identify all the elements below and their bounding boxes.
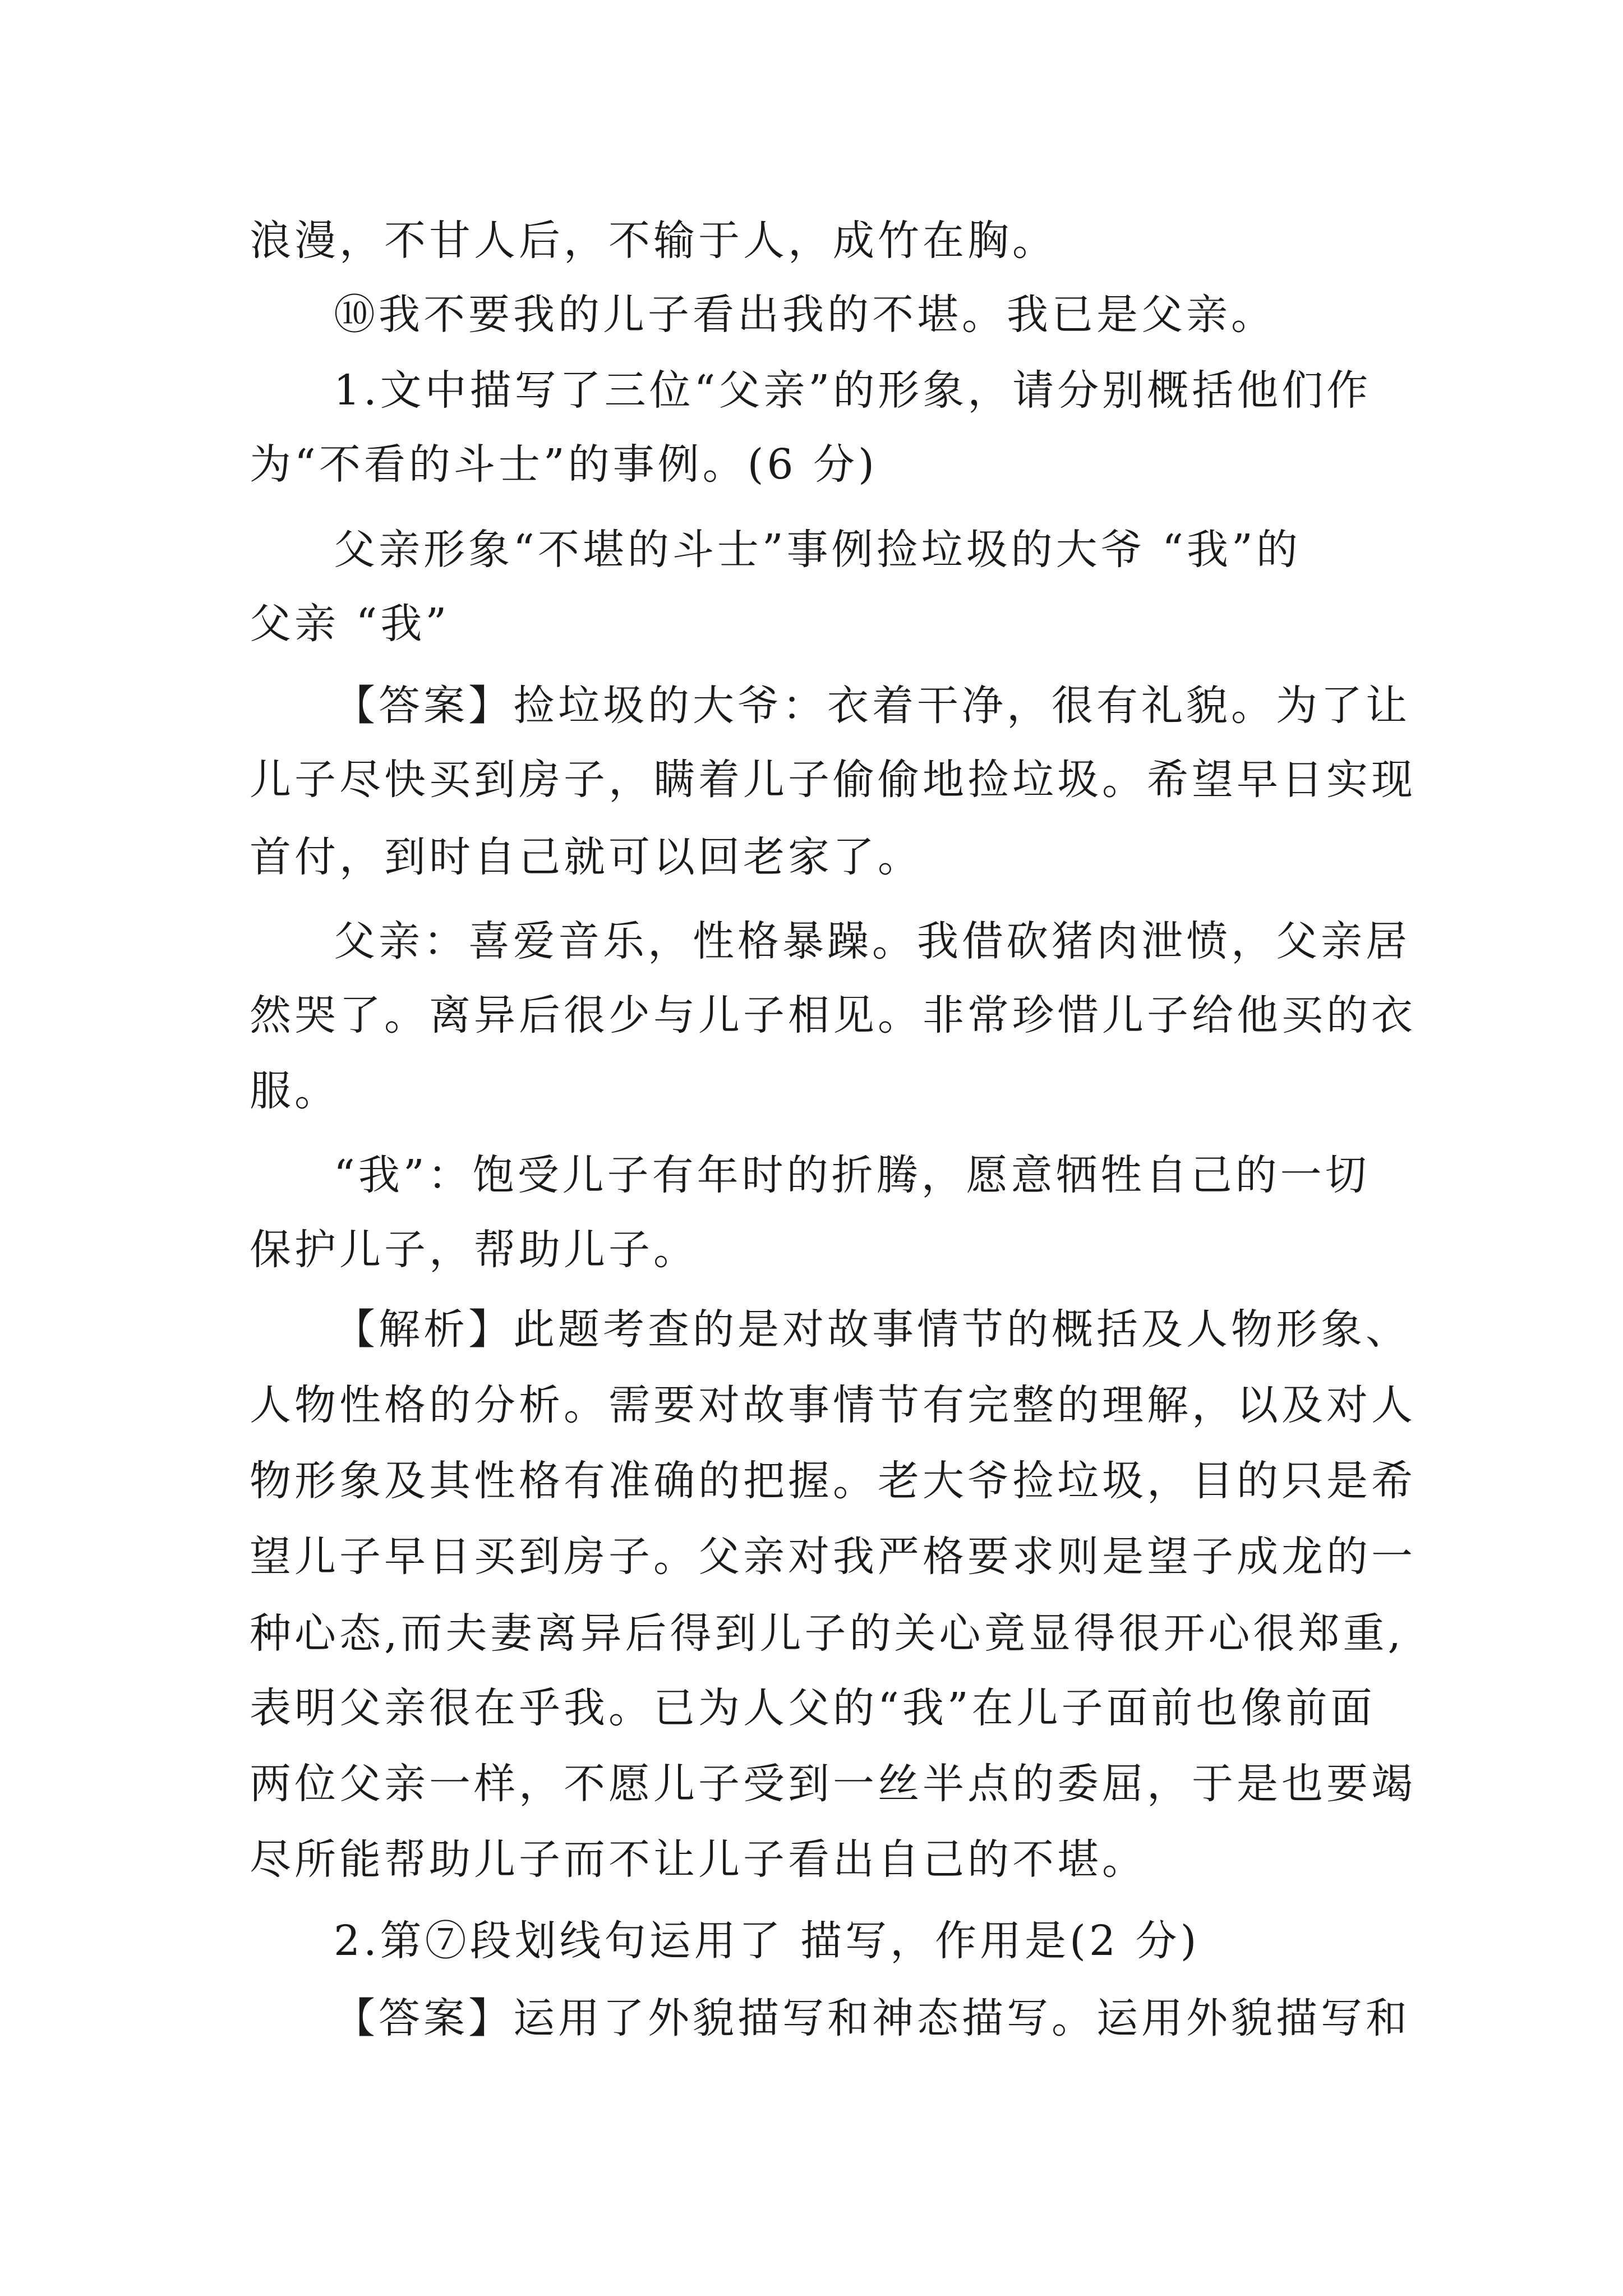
text-line-18: 望儿子早日买到房子。父亲对我严格要求则是望子成龙的一 (250, 1533, 1416, 1581)
text-line-22: 尽所能帮助儿子而不让儿子看出自己的不堪。 (250, 1835, 1147, 1884)
text-line-1: 浪漫，不甘人后，不输于人，成竹在胸。 (250, 217, 1057, 265)
text-line-24: 【答案】运用了外貌描写和神态描写。运用外貌描写和 (334, 1994, 1410, 2042)
text-line-7: 【答案】捡垃圾的大爷：衣着干净，很有礼貌。为了让 (334, 682, 1410, 730)
text-line-17: 物形象及其性格有准确的把握。老大爷捡垃圾，目的只是希 (250, 1457, 1416, 1505)
text-line-6: 父亲 “我” (250, 600, 450, 648)
text-line-13: “我”：饱受儿子有年时的折腾，愿意牺牲自己的一切 (334, 1151, 1370, 1199)
text-line-23: 2.第⑦段划线句运用了 描写，作用是(2 分) (334, 1917, 1200, 1965)
text-line-4: 为“不看的斗士”的事例。(6 分) (250, 440, 878, 489)
text-line-12: 服。 (250, 1067, 339, 1115)
text-line-5: 父亲形象“不堪的斗士”事例捡垃圾的大爷 “我”的 (334, 526, 1301, 574)
text-line-19: 种心态,而夫妻离异后得到儿子的关心竟显得很开心很郑重, (250, 1609, 1405, 1658)
text-line-8: 儿子尽快买到房子，瞒着儿子偷偷地捡垃圾。希望早日实现 (250, 756, 1416, 804)
text-line-11: 然哭了。离异后很少与儿子相见。非常珍惜儿子给他买的衣 (250, 991, 1416, 1039)
text-line-20: 表明父亲很在乎我。已为人父的“我”在儿子面前也像前面 (250, 1684, 1376, 1732)
text-line-15: 【解析】此题考查的是对故事情节的概括及人物形象、 (334, 1305, 1410, 1354)
text-line-14: 保护儿子，帮助儿子。 (250, 1226, 698, 1274)
text-line-9: 首付，到时自己就可以回老家了。 (250, 833, 923, 881)
text-line-21: 两位父亲一样，不愿儿子受到一丝半点的委屈，于是也要竭 (250, 1760, 1416, 1808)
text-line-2: ⑩我不要我的儿子看出我的不堪。我已是父亲。 (334, 291, 1276, 339)
text-line-16: 人物性格的分析。需要对故事情节有完整的理解，以及对人 (250, 1381, 1416, 1429)
text-line-10: 父亲：喜爱音乐，性格暴躁。我借砍猪肉泄愤，父亲居 (334, 917, 1410, 965)
text-line-3: 1.文中描写了三位“父亲”的形象，请分别概括他们作 (334, 366, 1372, 415)
